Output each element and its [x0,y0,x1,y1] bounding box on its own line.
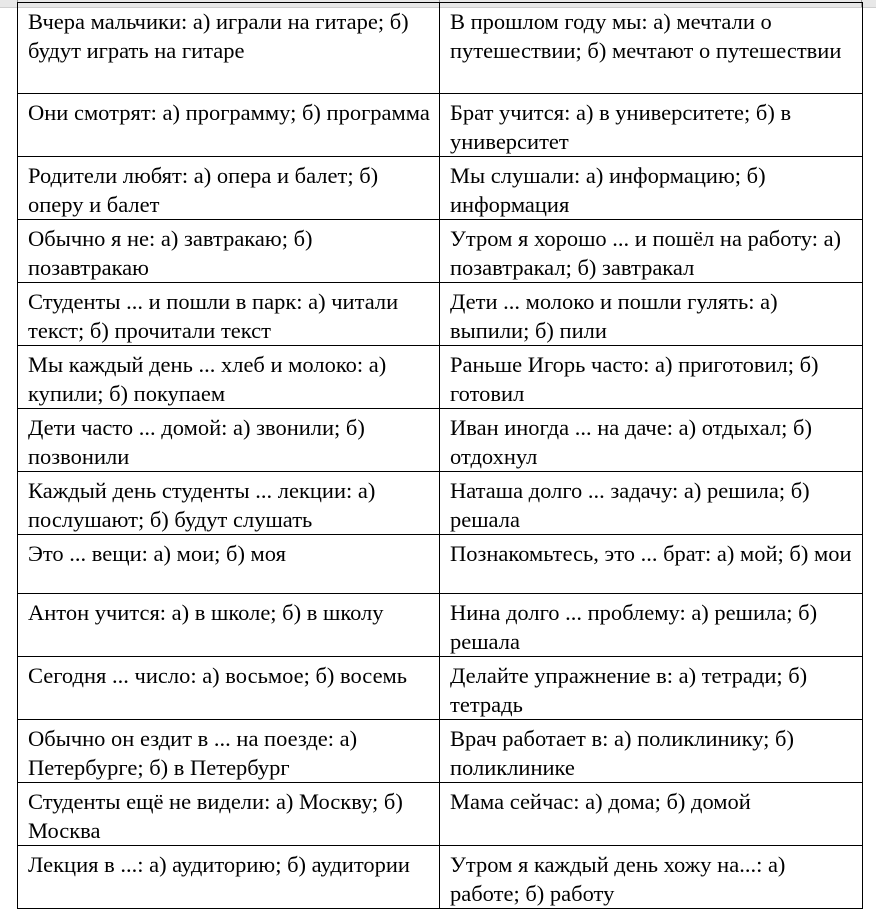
table-row [18,594,863,657]
table-cell-left: Антон учится: а) в школе; б) в школу [18,594,440,657]
table-cell-right: Утром я хорошо ... и пошёл на работу: а) позавтракал; б) завтракал [440,220,863,283]
table-cell-left: Мы каждый день ... хлеб и молоко: а) купили; б) покупаем [18,346,440,409]
table-row [18,846,863,909]
table-cell-right: Познакомьтесь, это ... брат: а) мой; б) мои [440,535,863,594]
table-cell-right: Мы слушали: а) информацию; б) информация [440,157,863,220]
table-cell-right: Иван иногда ... на даче: а) отдыхал; б) отдохнул [440,409,863,472]
table-body [18,3,863,909]
table-row [18,346,863,409]
table-row [18,409,863,472]
table-row [18,3,863,94]
table-cell-left: Они смотрят: а) программу; б) программа [18,94,440,157]
table-cell-right: Делайте упражнение в: а) тетради; б) тетрадь [440,657,863,720]
table-row [18,157,863,220]
table-cell-left: Обычно я не: а) завтракаю; б) позавтракаю [18,220,440,283]
table-row [18,657,863,720]
table-cell-right: В прошлом году мы: а) мечтали о путешествии; б) мечтают о путешествии [440,3,863,94]
table-row [18,783,863,846]
table-cell-left: Студенты ... и пошли в парк: а) читали текст; б) прочитали текст [18,283,440,346]
exercise-table [17,2,863,909]
table-row [18,283,863,346]
table-cell-left: Обычно он ездит в ... на поезде: а) Петербурге; б) в Петербург [18,720,440,783]
table-cell-left: Это ... вещи: а) мои; б) моя [18,535,440,594]
table-cell-left: Сегодня ... число: а) восьмое; б) восемь [18,657,440,720]
table-cell-left: Вчера мальчики: а) играли на гитаре; б) будут играть на гитаре [18,3,440,94]
table-row [18,94,863,157]
table-row [18,535,863,594]
table-cell-left: Студенты ещё не видели: а) Москву; б) Москва [18,783,440,846]
table-cell-right: Наташа долго ... задачу: а) решила; б) решала [440,472,863,535]
table-cell-right: Врач работает в: а) поликлинику; б) поликлинике [440,720,863,783]
table-cell-left: Родители любят: а) опера и балет; б) оперу и балет [18,157,440,220]
table-cell-right: Брат учится: а) в университете; б) в университет [440,94,863,157]
table-row [18,720,863,783]
table-cell-left: Дети часто ... домой: а) звонили; б) позвонили [18,409,440,472]
table-cell-left: Лекция в ...: а) аудиторию; б) аудитории [18,846,440,909]
table-cell-right: Дети ... молоко и пошли гулять: а) выпили; б) пили [440,283,863,346]
table-cell-right: Утром я каждый день хожу на...: а) работе; б) работу [440,846,863,909]
table-cell-right: Раньше Игорь часто: а) приготовил; б) готовил [440,346,863,409]
table-row [18,472,863,535]
table-cell-right: Нина долго ... проблему: а) решила; б) решала [440,594,863,657]
table-cell-left: Каждый день студенты ... лекции: а) послушают; б) будут слушать [18,472,440,535]
table-row [18,220,863,283]
table-cell-right: Мама сейчас: а) дома; б) домой [440,783,863,846]
